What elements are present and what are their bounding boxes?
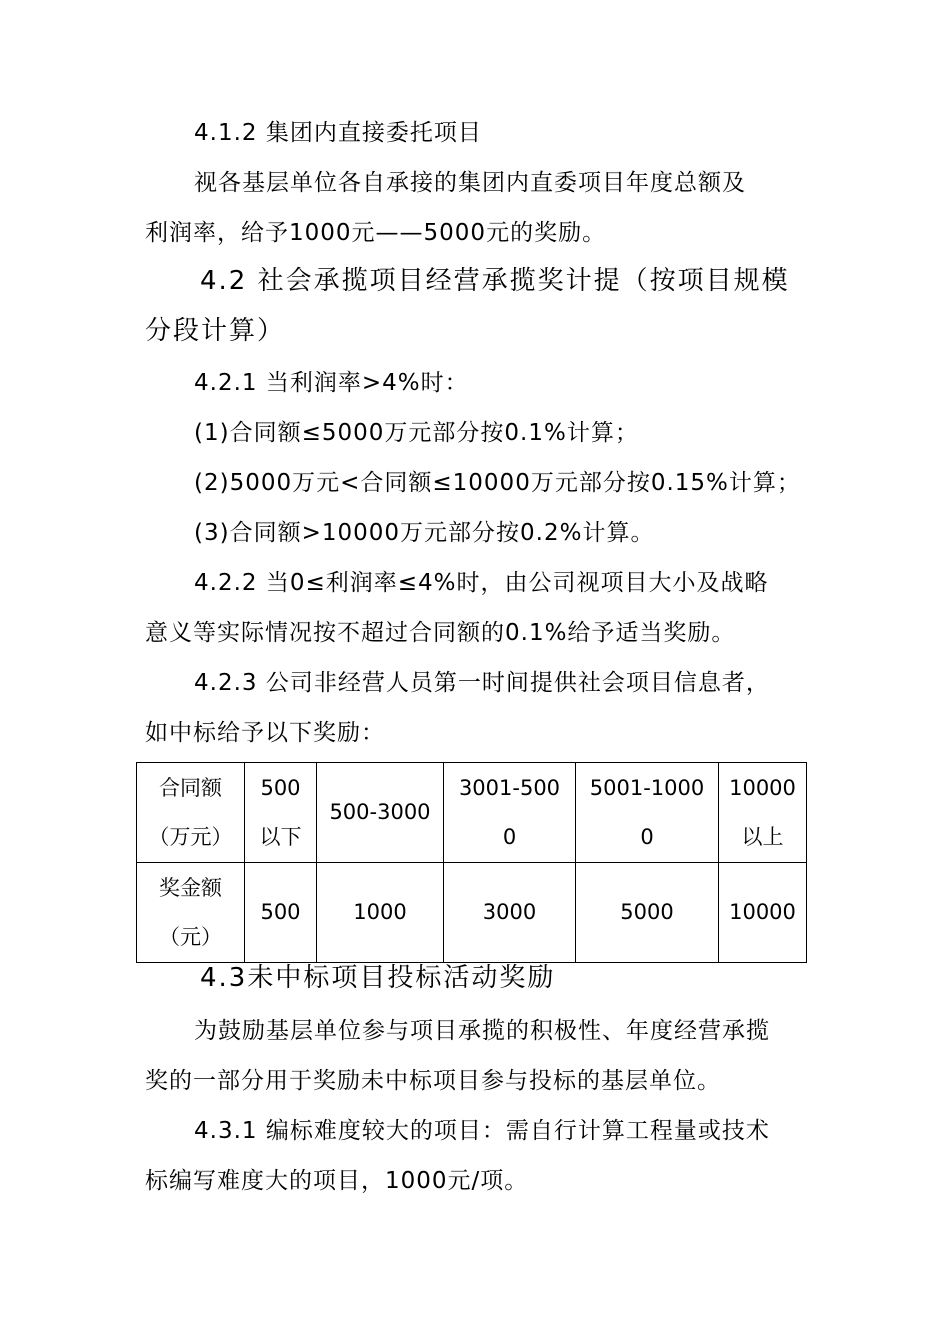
header-cell [245,763,317,863]
bonus-cell: 1000 [317,863,444,963]
header-cell [719,763,807,863]
section-4-2-heading-line-1: 4.2 社会承揽项目经营承揽奖计提（按项目规模 [200,266,790,296]
section-4-3-1-line-1: 4.3.1 编标难度较大的项目：需自行计算工程量或技术 [194,1118,770,1144]
header-cell [444,763,576,863]
section-4-3-body-line-1: 为鼓励基层单位参与项目承揽的积极性、年度经营承揽 [194,1018,770,1044]
row-label-line-2: （元） [159,924,222,949]
header-label-line-1: 合同额 [159,775,222,800]
header-cell [576,763,719,863]
section-4-1-2-heading: 4.1.2 集团内直接委托项目 [194,120,482,146]
header-cell-text: 以上 [741,824,784,849]
section-4-2-3-line-2: 如中标给予以下奖励： [145,720,385,746]
section-4-2-heading-line-2: 分段计算） [145,316,286,346]
section-4-2-1-item-2: (2)5000万元<合同额≤10000万元部分按0.15%计算； [194,470,801,496]
section-4-2-2-line-2: 意义等实际情况按不超过合同额的0.1%给予适当奖励。 [145,620,736,646]
header-cell-text: 3001-500 [458,775,561,800]
bonus-cell: 500 [245,863,317,963]
section-4-1-2-body-line-1: 视各基层单位各自承接的集团内直委项目年度总额及 [194,170,746,196]
header-cell-text: 0 [640,824,654,849]
section-4-2-2-line-1: 4.2.2 当0≤利润率≤4%时，由公司视项目大小及战略 [194,570,769,596]
header-cell-text: 0 [502,824,517,849]
bonus-cell: 3000 [444,863,576,963]
bonus-cell: 10000 [719,863,807,963]
header-cell-text: 500 [260,775,301,800]
section-4-2-1-item-3: (3)合同额>10000万元部分按0.2%计算。 [194,520,655,546]
section-4-2-3-line-1: 4.2.3 公司非经营人员第一时间提供社会项目信息者， [194,670,770,696]
header-cell-text: 以下 [259,824,302,849]
header-label-line-2: （万元） [148,824,233,849]
section-4-1-2-body-line-2: 利润率，给予1000元——5000元的奖励。 [145,220,607,246]
header-cell-text: 5001-1000 [589,775,705,800]
header-cell-text: 10000 [729,775,796,800]
row-label-cell [137,863,245,963]
table-row [137,863,807,963]
bonus-table [136,762,807,963]
table-row [137,763,807,863]
row-label-line-1: 奖金额 [159,875,222,900]
bonus-cell: 5000 [576,863,719,963]
header-cell [317,763,444,863]
section-4-3-heading: 4.3未中标项目投标活动奖励 [200,963,556,993]
header-cell-text: 500-3000 [329,800,431,824]
section-4-3-1-line-2: 标编写难度大的项目，1000元/项。 [145,1168,529,1194]
section-4-2-1-heading: 4.2.1 当利润率>4%时： [194,370,469,396]
header-label-cell [137,763,245,863]
section-4-3-body-line-2: 奖的一部分用于奖励未中标项目参与投标的基层单位。 [145,1068,721,1094]
section-4-2-1-item-1: (1)合同额≤5000万元部分按0.1%计算； [194,420,639,446]
